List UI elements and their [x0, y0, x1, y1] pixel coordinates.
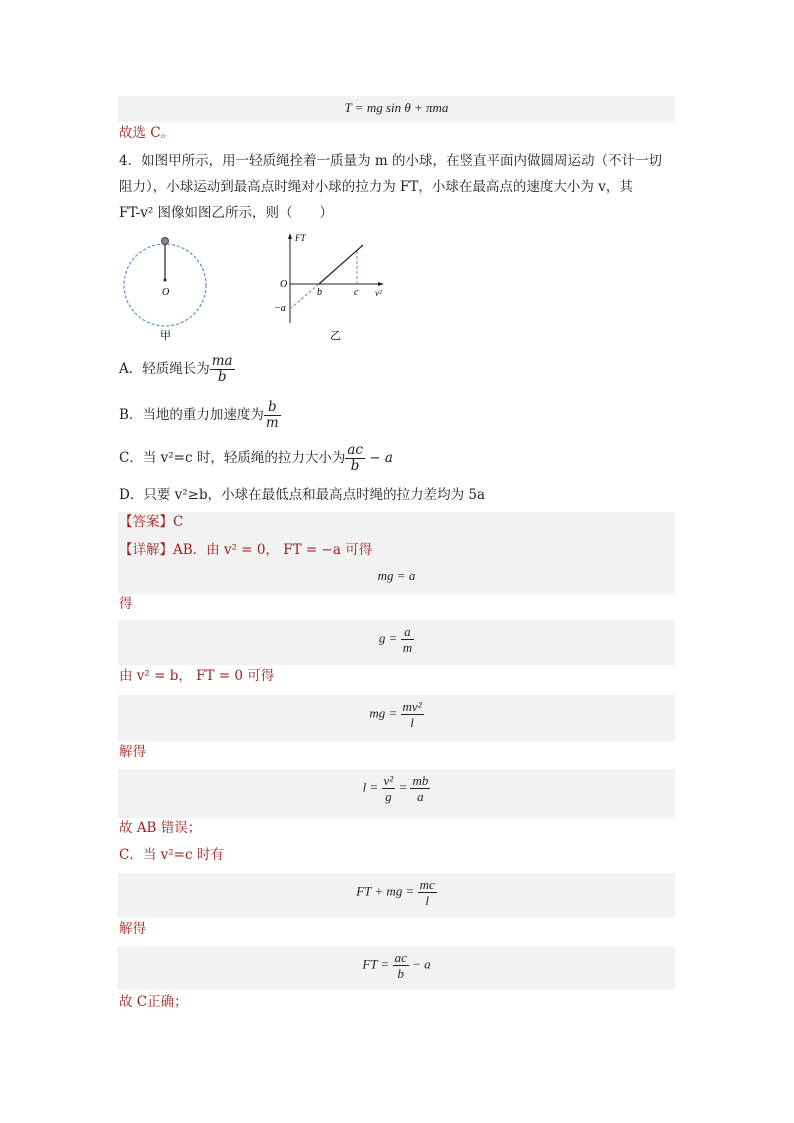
- y-axis-label: FT: [295, 233, 306, 243]
- c-label: c: [354, 287, 359, 298]
- question-line-3: FT-v² 图像如图乙所示，则（ ）: [119, 205, 334, 221]
- option-a: A．轻质绳长为 $\frac{ma}{b}$: [119, 353, 233, 385]
- extrapolation-line: [290, 284, 319, 309]
- answer-line: 【答案】C: [119, 514, 184, 530]
- detail-line: 【详解】AB．由 v² = 0， FT = −a 可得: [119, 542, 373, 558]
- caption-left: 甲: [160, 330, 171, 342]
- origin-label: O: [280, 279, 288, 290]
- option-c: C．当 v²=c 时，轻质绳的拉力大小为 $\frac{ac}{b}$ − a: [119, 442, 393, 474]
- option-b: B．当地的重力加速度为 $\frac{b}{m}$: [119, 399, 279, 431]
- jiede-line-1: 解得: [119, 744, 146, 760]
- neg-a-label: −a: [274, 303, 286, 314]
- eq-l: l = $\frac{\text{v²}}{g}$ = $\frac{mb}{a}$: [362, 773, 429, 804]
- eq-ft: FT = $\frac{ac}{b}$ − a: [362, 950, 431, 981]
- question-line-1: 4．如图甲所示，用一轻质绳拴着一质量为 m 的小球，在竖直平面内做圆周运动（不计一切: [119, 153, 662, 169]
- prev-equation: T = mg sin θ + πma: [344, 100, 449, 115]
- graph-line: [319, 245, 363, 284]
- condition-line: 由 v² = b， FT = 0 可得: [119, 668, 275, 684]
- caption-right: 乙: [330, 330, 341, 342]
- x-axis-arrow: [378, 282, 384, 286]
- eq-ft-mg: FT + mg = $\frac{mc}{l}$: [356, 877, 435, 908]
- de-line: 得: [119, 596, 133, 612]
- option-d: D．只要 v²≥b，小球在最低点和最高点时绳的拉力差均为 5a: [119, 487, 486, 503]
- center-dot: [164, 279, 167, 282]
- question-figure: [118, 228, 408, 348]
- eq-mg-a: mg = a: [377, 568, 416, 583]
- eq-mg-mv2: mg = $\frac{\text{mv²}}{l}$: [369, 699, 422, 730]
- jiede-line-2: 解得: [119, 921, 146, 937]
- y-axis-arrow: [288, 233, 292, 239]
- eq-g: g = $\frac{a}{m}$: [378, 624, 413, 655]
- c-right-line: 故 C正确；: [119, 994, 188, 1010]
- question-line-2: 阻力），小球运动到最高点时绳对小球的拉力为 FT，小球在最高点的速度大小为 v，其: [119, 179, 633, 195]
- c-case-line: C．当 v²=c 时有: [119, 847, 224, 863]
- x-axis-label: v²: [375, 288, 382, 298]
- b-label: b: [317, 287, 322, 298]
- prev-answer: 故选 C。: [119, 125, 175, 141]
- center-label: O: [162, 287, 170, 298]
- ab-wrong-line: 故 AB 错误；: [119, 820, 202, 836]
- ball: [162, 238, 169, 245]
